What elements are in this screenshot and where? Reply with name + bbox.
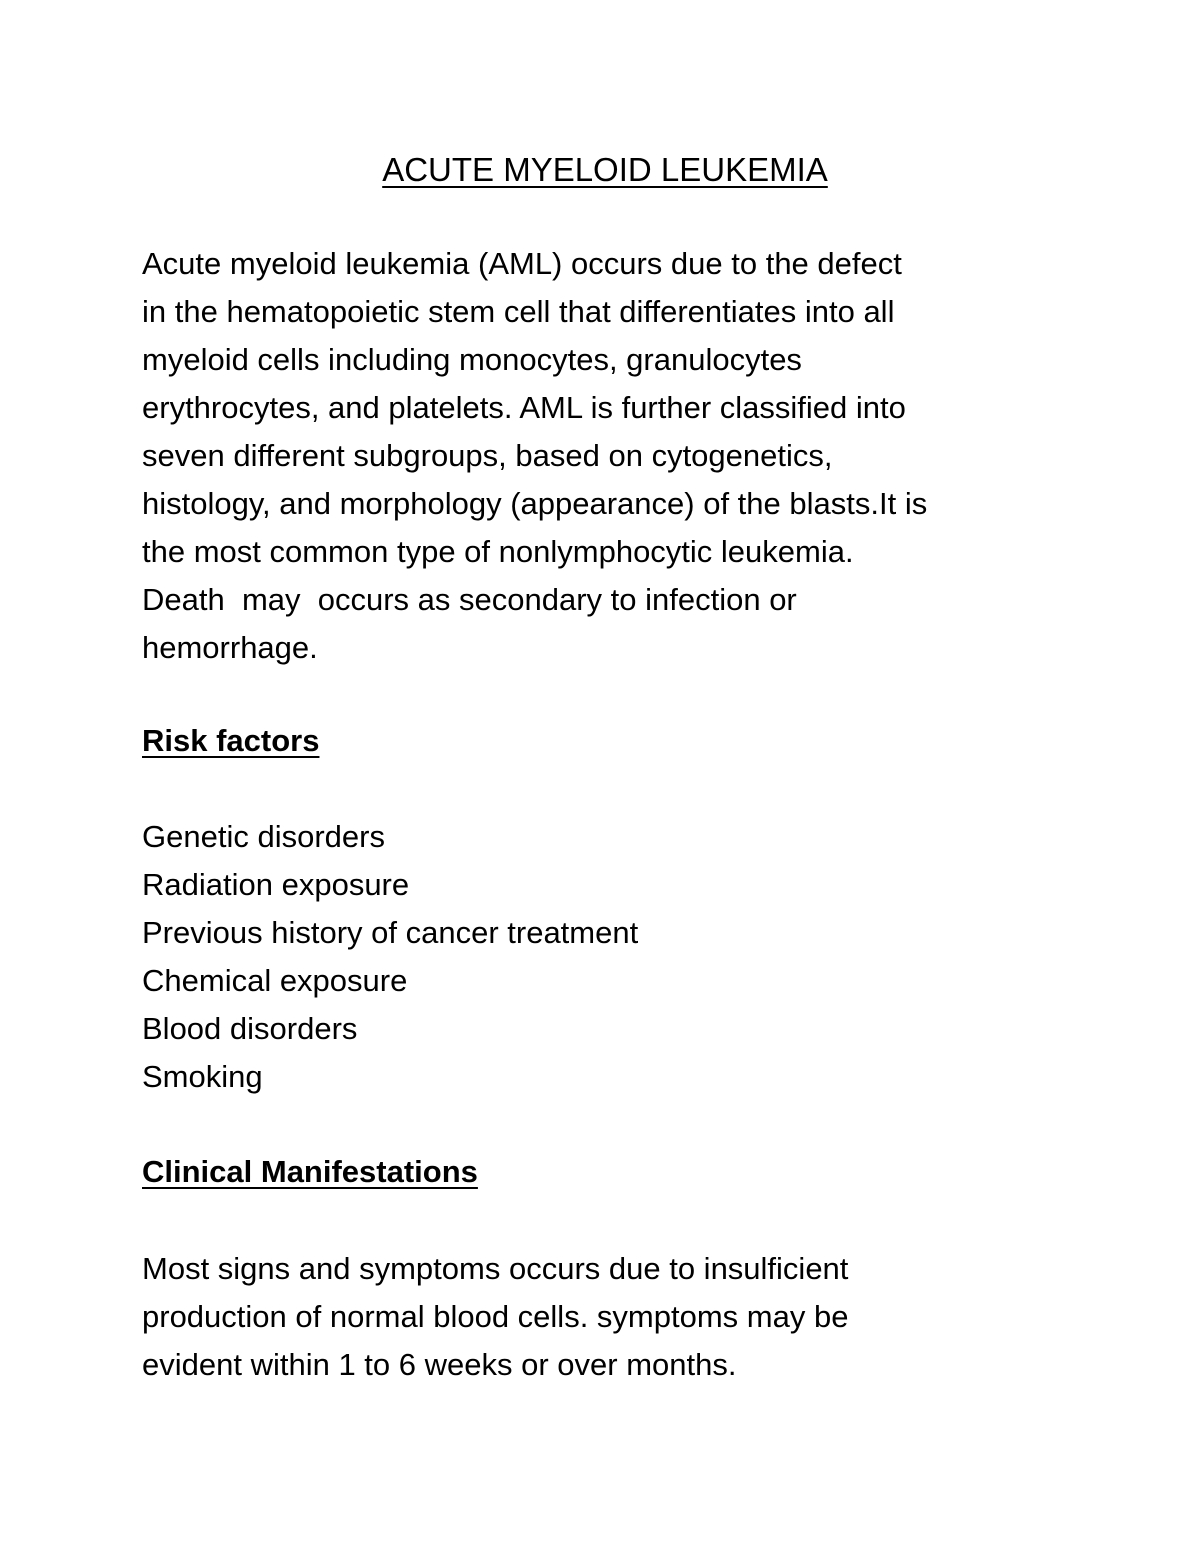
- intro-line: Death may occurs as secondary to infection or: [142, 582, 797, 617]
- intro-line: seven different subgroups, based on cytogenetics,: [142, 438, 833, 473]
- intro-line: Acute myeloid leukemia (AML) occurs due to the defect: [142, 246, 902, 281]
- list-item: Blood disorders: [142, 1011, 358, 1046]
- page-title: [0, 148, 1200, 192]
- intro-line: the most common type of nonlymphocytic leukemia.: [142, 534, 854, 569]
- clinical-line: production of normal blood cells. symptoms may be: [142, 1299, 849, 1334]
- list-item: Radiation exposure: [142, 867, 410, 902]
- clinical-line: Most signs and symptoms occurs due to insulficient: [142, 1251, 849, 1286]
- page-title-text: ACUTE MYELOID LEUKEMIA: [382, 151, 828, 188]
- list-item: Smoking: [142, 1059, 263, 1094]
- clinical-line: evident within 1 to 6 weeks or over months.: [142, 1347, 737, 1382]
- intro-line: erythrocytes, and platelets. AML is further classified into: [142, 390, 906, 425]
- risk-factors-heading-text: Risk factors: [142, 723, 320, 758]
- intro-line: myeloid cells including monocytes, granulocytes: [142, 342, 802, 377]
- intro-line: histology, and morphology (appearance) of the blasts.It is: [142, 486, 928, 521]
- list-item: Chemical exposure: [142, 963, 408, 998]
- intro-paragraph: [142, 240, 1102, 672]
- clinical-manifestations-heading-text: Clinical Manifestations: [142, 1154, 478, 1189]
- clinical-manifestations-heading: [142, 1150, 478, 1194]
- list-item: Previous history of cancer treatment: [142, 915, 639, 950]
- intro-line: hemorrhage.: [142, 630, 318, 665]
- risk-factors-list: [142, 813, 1102, 1101]
- list-item: Genetic disorders: [142, 819, 385, 854]
- risk-factors-heading: [142, 719, 319, 763]
- intro-line: in the hematopoietic stem cell that differentiates into all: [142, 294, 895, 329]
- clinical-manifestations-paragraph: [142, 1245, 1102, 1389]
